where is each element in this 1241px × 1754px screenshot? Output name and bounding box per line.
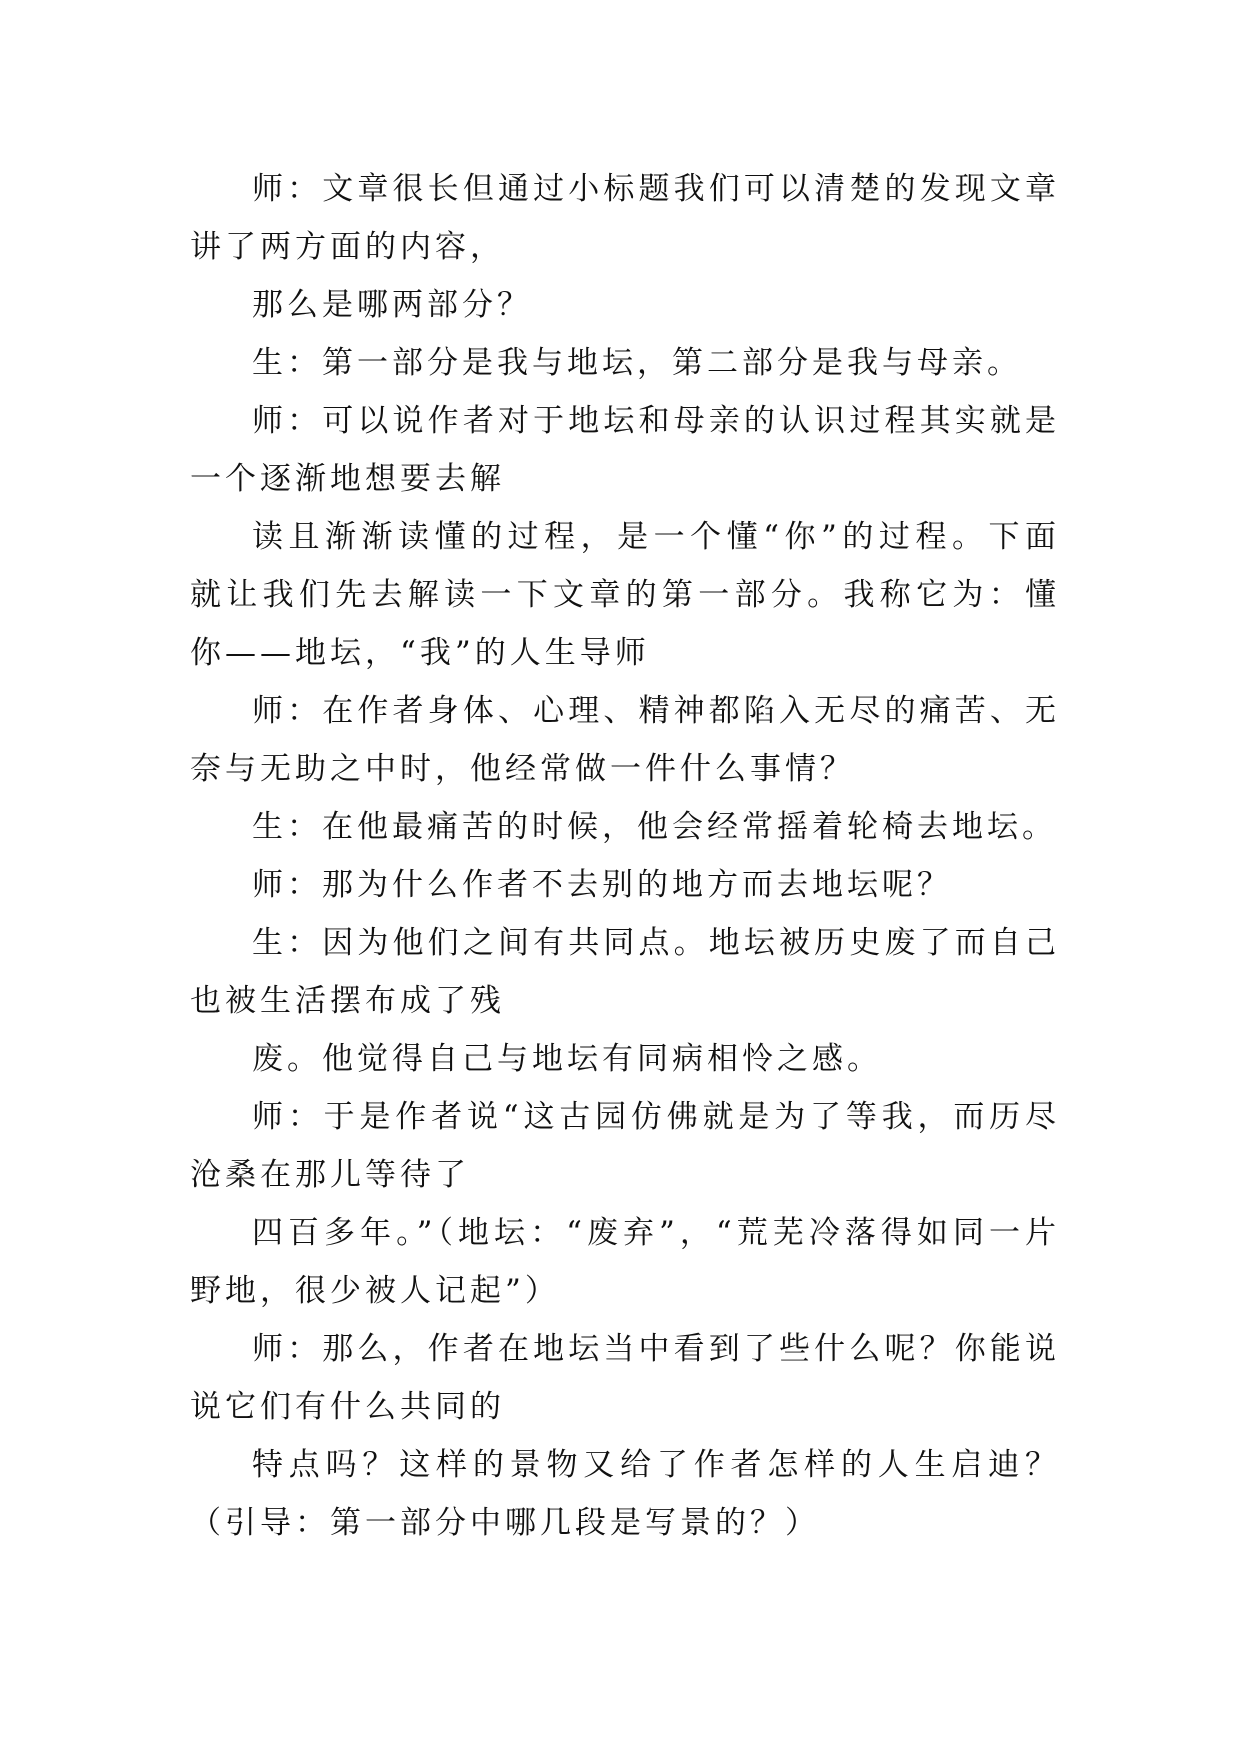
paragraph: 师：那为什么作者不去别的地方而去地坛呢？ <box>252 867 952 903</box>
paragraph: 四百多年。”（地坛：“废弃”，“荒芜冷落得如同一片野地，很少被人记起”） <box>190 1215 1060 1309</box>
paragraph: 那么是哪两部分？ <box>252 287 532 323</box>
paragraph: 师：在作者身体、心理、精神都陷入无尽的痛苦、无奈与无助之中时，他经常做一件什么事情？ <box>190 693 1060 787</box>
paragraph: 废。他觉得自己与地坛有同病相怜之感。 <box>252 1041 882 1077</box>
paragraph: 生：第一部分是我与地坛，第二部分是我与母亲。 <box>252 345 1022 381</box>
paragraph: 师：可以说作者对于地坛和母亲的认识过程其实就是一个逐渐地想要去解 <box>190 403 1060 497</box>
paragraph: 师：于是作者说“这古园仿佛就是为了等我，而历尽沧桑在那儿等待了 <box>190 1099 1060 1193</box>
document-body <box>190 160 1060 1552</box>
paragraph: 读且渐渐读懂的过程，是一个懂“你”的过程。下面就让我们先去解读一下文章的第一部分。我称它为：懂你——地坛，“我”的人生导师 <box>190 519 1060 671</box>
paragraph: 师：那么，作者在地坛当中看到了些什么呢？你能说说它们有什么共同的 <box>190 1331 1060 1425</box>
paragraph: 生：在他最痛苦的时候，他会经常摇着轮椅去地坛。 <box>252 809 1057 845</box>
paragraph: 师：文章很长但通过小标题我们可以清楚的发现文章讲了两方面的内容， <box>190 171 1060 265</box>
paragraph: 生：因为他们之间有共同点。地坛被历史废了而自己也被生活摆布成了残 <box>190 925 1060 1019</box>
paragraph: 特点吗？这样的景物又给了作者怎样的人生启迪？（引导：第一部分中哪几段是写景的？） <box>190 1447 1060 1541</box>
